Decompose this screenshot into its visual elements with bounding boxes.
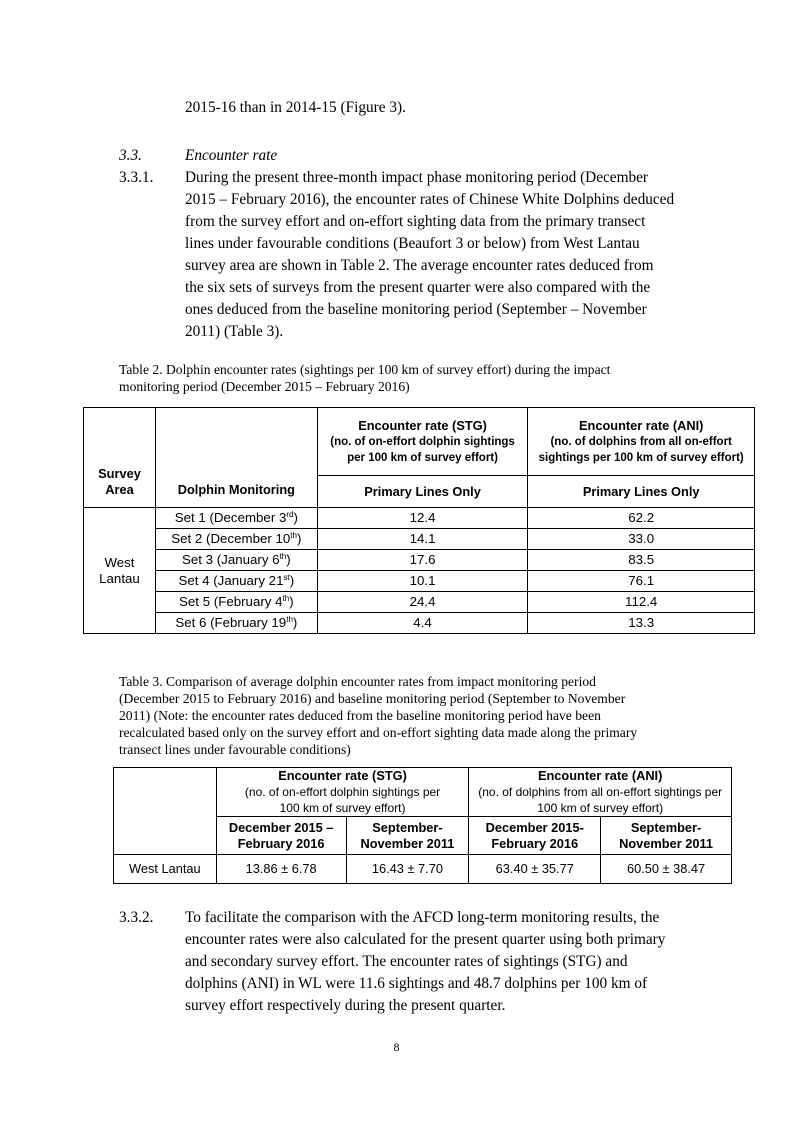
table-row — [84, 529, 755, 550]
paragraph-number: 3.3.1. — [119, 169, 154, 186]
ani-baseline-value: 60.50 ± 38.47 — [601, 855, 732, 884]
ani-value: 83.5 — [528, 550, 755, 571]
paragraph-line: from the survey effort and on-effort sighting data from the primary transect — [185, 213, 646, 230]
set-label: Set 1 (December 3rd) — [155, 508, 317, 529]
paragraph-line: 2015 – February 2016), the encounter rates of Chinese White Dolphins deduced — [185, 191, 675, 208]
paragraph-line: and secondary survey effort. The encounter rates of sightings (STG) and — [185, 953, 628, 970]
stg-header-cell — [317, 408, 528, 476]
stg-value: 12.4 — [317, 508, 528, 529]
ani-value: 112.4 — [528, 592, 755, 613]
table3-empty-header — [114, 768, 217, 855]
stg-header-cell — [216, 768, 469, 817]
paragraph-line: survey effort respectively during the present quarter. — [185, 997, 506, 1014]
table2-caption-line: monitoring period (December 2015 – February 2016) — [119, 379, 410, 394]
col-baseline-stg: September- November 2011 — [346, 817, 469, 855]
paragraph-line: During the present three-month impact phase monitoring period (December — [185, 169, 649, 186]
intro-text: 2015-16 than in 2014-15 (Figure 3). — [185, 99, 406, 116]
stg-description: (no. of on-effort dolphin sightings per 100 km of survey effort) — [244, 785, 441, 815]
set-label: Set 5 (February 4th) — [155, 592, 317, 613]
stg-value: 24.4 — [317, 592, 528, 613]
table-row — [84, 508, 755, 529]
col-impact-ani: December 2015- February 2016 — [469, 817, 601, 855]
table-row — [84, 550, 755, 571]
set-label: Set 3 (January 6th) — [155, 550, 317, 571]
stg-baseline-value: 16.43 ± 7.70 — [346, 855, 469, 884]
set-label: Set 2 (December 10th) — [155, 529, 317, 550]
paragraph-line: ones deduced from the baseline monitoring period (September – November — [185, 301, 647, 318]
table-row — [84, 613, 755, 634]
paragraph-line: survey area are shown in Table 2. The average encounter rates deduced from — [185, 257, 654, 274]
section-number: 3.3. — [119, 147, 142, 164]
col-baseline-ani: September- November 2011 — [601, 817, 732, 855]
section-title: Encounter rate — [185, 147, 278, 164]
stg-title: Encounter rate (STG) — [278, 768, 407, 783]
primary-lines-ani-header: Primary Lines Only — [528, 476, 755, 508]
table-row — [84, 592, 755, 613]
table3-caption-line: recalculated based only on the survey effort and on-effort sighting data made along the primary — [119, 725, 638, 740]
table3-caption-line: 2011) (Note: the encounter rates deduced from the baseline monitoring period have been — [119, 708, 601, 723]
ani-header-cell — [469, 768, 732, 817]
stg-value: 10.1 — [317, 571, 528, 592]
stg-value: 14.1 — [317, 529, 528, 550]
paragraph-line: 2011) (Table 3). — [185, 323, 284, 340]
ani-value: 33.0 — [528, 529, 755, 550]
stg-value: 4.4 — [317, 613, 528, 634]
table3-caption-line: (December 2015 to February 2016) and baseline monitoring period (September to November — [119, 691, 626, 706]
ani-title: Encounter rate (ANI) — [537, 768, 663, 783]
table3-caption-line: transect lines under favourable conditions) — [119, 742, 351, 757]
ani-value: 62.2 — [528, 508, 755, 529]
table2 — [83, 407, 755, 634]
dolphin-monitoring-header: Dolphin Monitoring — [155, 408, 317, 508]
ani-header-cell — [528, 408, 755, 476]
ani-description: (no. of dolphins from all on-effort sightings per 100 km of survey effort) — [538, 435, 744, 464]
stg-impact-value: 13.86 ± 6.78 — [216, 855, 346, 884]
set-label: Set 6 (February 19th) — [155, 613, 317, 634]
paragraph-line: the six sets of surveys from the present quarter were also compared with the — [185, 279, 651, 296]
paragraph-line: encounter rates were also calculated for the present quarter using both primary — [185, 931, 666, 948]
paragraph-line: dolphins (ANI) in WL were 11.6 sightings and 48.7 dolphins per 100 km of — [185, 975, 648, 992]
table3-caption-line: Table 3. Comparison of average dolphin encounter rates from impact monitoring period — [119, 674, 596, 689]
ani-title: Encounter rate (ANI) — [578, 417, 704, 433]
page-number: 8 — [393, 1040, 400, 1054]
table2-caption-line: Table 2. Dolphin encounter rates (sightings per 100 km of survey effort) during the impact — [119, 362, 611, 377]
table-row — [114, 855, 732, 884]
set-label: Set 4 (January 21st) — [155, 571, 317, 592]
survey-area-cell: West Lantau — [84, 508, 156, 634]
ani-value: 13.3 — [528, 613, 755, 634]
paragraph-number: 3.3.2. — [119, 909, 154, 926]
paragraph-line: lines under favourable conditions (Beaufort 3 or below) from West Lantau — [185, 235, 640, 252]
stg-description: (no. of on-effort dolphin sightings per 100 km of survey effort) — [330, 435, 515, 464]
stg-title: Encounter rate (STG) — [358, 417, 487, 433]
paragraph-line: To facilitate the comparison with the AFCD long-term monitoring results, the — [185, 909, 660, 926]
ani-description: (no. of dolphins from all on-effort sightings per 100 km of survey effort) — [478, 785, 723, 815]
stg-value: 17.6 — [317, 550, 528, 571]
table3 — [113, 767, 732, 884]
row-label: West Lantau — [114, 855, 217, 884]
col-impact-stg: December 2015 – February 2016 — [216, 817, 346, 855]
survey-area-header: Survey Area — [84, 408, 156, 508]
ani-value: 76.1 — [528, 571, 755, 592]
ani-impact-value: 63.40 ± 35.77 — [469, 855, 601, 884]
primary-lines-stg-header: Primary Lines Only — [317, 476, 528, 508]
table-row — [84, 571, 755, 592]
